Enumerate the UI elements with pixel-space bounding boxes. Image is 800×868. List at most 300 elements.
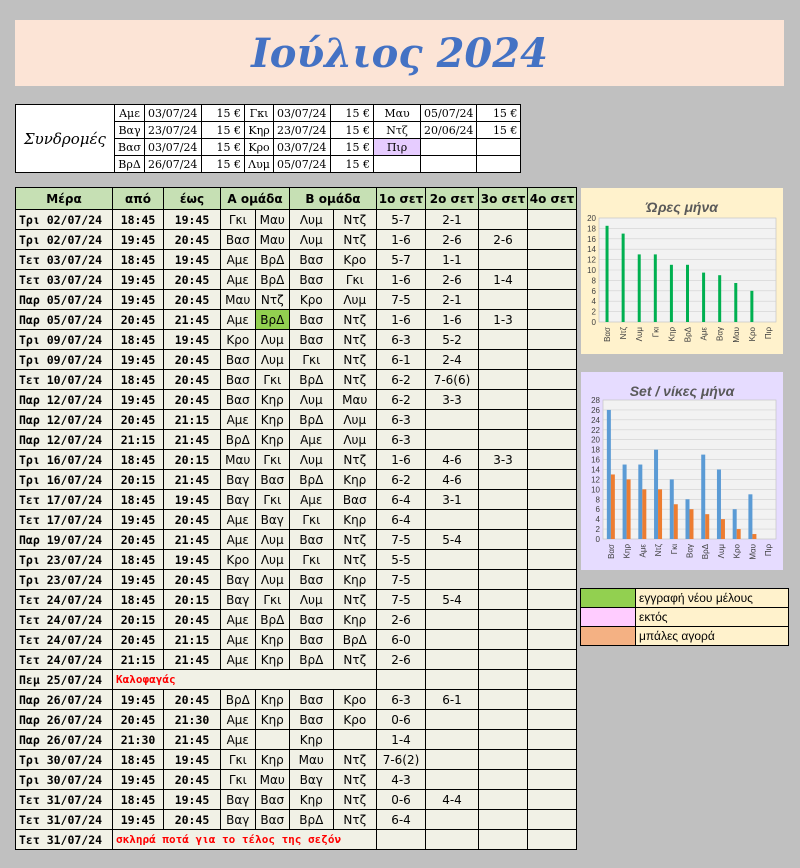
team-b-player-1: Λυμ bbox=[290, 230, 334, 250]
set-3-score bbox=[479, 350, 528, 370]
y-tick-label: 10 bbox=[587, 266, 596, 275]
note-cell: Καλοφαγάς bbox=[113, 670, 377, 690]
match-row bbox=[16, 310, 577, 330]
set-3-score bbox=[479, 490, 528, 510]
day-cell: Παρ 12/07/24 bbox=[16, 410, 113, 430]
set-3-score bbox=[479, 530, 528, 550]
match-row bbox=[16, 550, 577, 570]
title-banner bbox=[15, 20, 784, 86]
team-b-player-2: Ντζ bbox=[333, 550, 377, 570]
start-time: 18:45 bbox=[113, 450, 164, 470]
set-3-score bbox=[479, 710, 528, 730]
team-b-player-1: ΒρΔ bbox=[290, 370, 334, 390]
set-4-score bbox=[528, 430, 577, 450]
match-row bbox=[16, 670, 577, 690]
team-a-player-2: Κηρ bbox=[255, 690, 290, 710]
y-tick-label: 22 bbox=[591, 425, 600, 435]
team-b-player-2: Κρο bbox=[333, 250, 377, 270]
bar bbox=[690, 509, 694, 539]
team-a-player-2: Κηρ bbox=[255, 710, 290, 730]
match-row bbox=[16, 690, 577, 710]
set-1-score: 1-6 bbox=[377, 230, 426, 250]
set-2-score: 2-4 bbox=[426, 350, 479, 370]
start-time: 19:45 bbox=[113, 230, 164, 250]
match-row bbox=[16, 390, 577, 410]
subscription-fee: 15 € bbox=[331, 139, 374, 156]
start-time: 19:45 bbox=[113, 390, 164, 410]
set-4-score bbox=[528, 310, 577, 330]
set-2-score: 5-2 bbox=[426, 330, 479, 350]
set-4-score bbox=[528, 490, 577, 510]
start-time: 20:15 bbox=[113, 610, 164, 630]
set-3-score: 2-6 bbox=[479, 230, 528, 250]
team-a-player-1: Βαγ bbox=[221, 810, 256, 830]
x-tick-label: Λυμ bbox=[635, 327, 645, 342]
x-tick-label: Ντζ bbox=[654, 544, 664, 557]
set-4-score bbox=[528, 370, 577, 390]
team-b-player-2: Ντζ bbox=[333, 530, 377, 550]
empty-cell bbox=[426, 830, 479, 850]
day-cell: Τετ 24/07/24 bbox=[16, 630, 113, 650]
team-a-player-2: Βασ bbox=[255, 790, 290, 810]
bar bbox=[627, 479, 631, 539]
set-1-score: 6-4 bbox=[377, 490, 426, 510]
set-4-score bbox=[528, 630, 577, 650]
team-a-player-1: Αμε bbox=[221, 710, 256, 730]
subscription-row bbox=[16, 105, 521, 122]
team-a-player-2: ΒρΔ bbox=[255, 610, 290, 630]
y-tick-label: 0 bbox=[595, 535, 600, 544]
subscription-fee bbox=[477, 156, 521, 173]
set-2-score: 1-1 bbox=[426, 250, 479, 270]
x-tick-label: Αμε bbox=[699, 327, 709, 341]
set-3-score bbox=[479, 590, 528, 610]
empty-cell bbox=[479, 670, 528, 690]
column-header: 2ο σετ bbox=[426, 188, 479, 210]
team-a-player-1: Γκι bbox=[221, 770, 256, 790]
end-time: 20:45 bbox=[164, 770, 221, 790]
bar bbox=[733, 509, 737, 539]
set-1-score: 6-2 bbox=[377, 470, 426, 490]
bar bbox=[748, 494, 752, 539]
end-time: 19:45 bbox=[164, 210, 221, 230]
set-2-score: 2-6 bbox=[426, 230, 479, 250]
set-4-score bbox=[528, 450, 577, 470]
start-time: 18:45 bbox=[113, 210, 164, 230]
set-2-score: 5-4 bbox=[426, 590, 479, 610]
subscription-fee: 15 € bbox=[202, 156, 245, 173]
team-a-player-2: Βαγ bbox=[255, 510, 290, 530]
bar bbox=[686, 265, 689, 322]
set-1-score: 2-6 bbox=[377, 610, 426, 630]
set-3-score bbox=[479, 790, 528, 810]
team-b-player-2: Κηρ bbox=[333, 470, 377, 490]
match-row bbox=[16, 770, 577, 790]
empty-cell bbox=[377, 830, 426, 850]
end-time: 21:45 bbox=[164, 730, 221, 750]
color-legend bbox=[580, 588, 789, 646]
subscriber-name: Πιρ bbox=[374, 139, 421, 156]
start-time: 21:30 bbox=[113, 730, 164, 750]
team-b-player-2: Κηρ bbox=[333, 610, 377, 630]
match-row bbox=[16, 430, 577, 450]
team-b-player-2: Ντζ bbox=[333, 230, 377, 250]
team-b-player-2: Κρο bbox=[333, 710, 377, 730]
note-cell: σκληρά ποτά για το τέλος της σεζόν bbox=[113, 830, 377, 850]
day-cell: Παρ 05/07/24 bbox=[16, 310, 113, 330]
team-b-player-1: Βασ bbox=[290, 610, 334, 630]
set-4-score bbox=[528, 330, 577, 350]
x-tick-label: Ντζ bbox=[619, 327, 629, 340]
set-2-score bbox=[426, 570, 479, 590]
team-b-player-2: Λυμ bbox=[333, 290, 377, 310]
team-b-player-2: ΒρΔ bbox=[333, 630, 377, 650]
x-tick-label: Βασ bbox=[603, 327, 613, 342]
bar bbox=[705, 514, 709, 539]
start-time: 20:45 bbox=[113, 630, 164, 650]
set-1-score: 7-6(2) bbox=[377, 750, 426, 770]
set-3-score: 3-3 bbox=[479, 450, 528, 470]
set-4-score bbox=[528, 770, 577, 790]
start-time: 18:45 bbox=[113, 550, 164, 570]
team-b-player-1: Γκι bbox=[290, 550, 334, 570]
team-b-player-2: Βασ bbox=[333, 490, 377, 510]
team-b-player-2: Κηρ bbox=[333, 570, 377, 590]
match-row bbox=[16, 370, 577, 390]
subscriber-name bbox=[374, 156, 421, 173]
set-2-score: 6-1 bbox=[426, 690, 479, 710]
match-row bbox=[16, 830, 577, 850]
day-cell: Παρ 05/07/24 bbox=[16, 290, 113, 310]
team-a-player-2: Κηρ bbox=[255, 430, 290, 450]
match-row bbox=[16, 630, 577, 650]
x-tick-label: Βαγ bbox=[715, 327, 725, 341]
team-a-player-2: Γκι bbox=[255, 370, 290, 390]
team-b-player-1: Μαυ bbox=[290, 750, 334, 770]
match-row bbox=[16, 810, 577, 830]
legend-swatch bbox=[581, 608, 636, 627]
end-time: 19:45 bbox=[164, 550, 221, 570]
y-tick-label: 12 bbox=[591, 475, 600, 485]
day-cell: Παρ 19/07/24 bbox=[16, 530, 113, 550]
y-tick-label: 8 bbox=[595, 495, 600, 505]
chart-title: Ώρες μήνα bbox=[646, 199, 718, 215]
subscription-fee: 15 € bbox=[331, 105, 374, 122]
team-b-player-1: Βασ bbox=[290, 330, 334, 350]
y-tick-label: 16 bbox=[591, 455, 600, 465]
day-cell: Τρι 02/07/24 bbox=[16, 230, 113, 250]
end-time: 21:45 bbox=[164, 310, 221, 330]
legend-label: εκτός bbox=[636, 608, 789, 627]
end-time: 21:15 bbox=[164, 410, 221, 430]
team-a-player-2 bbox=[255, 730, 290, 750]
x-tick-label: ΒρΔ bbox=[701, 544, 711, 560]
team-b-player-1: ΒρΔ bbox=[290, 410, 334, 430]
team-b-player-2: Κηρ bbox=[333, 510, 377, 530]
match-row bbox=[16, 490, 577, 510]
bar bbox=[607, 410, 611, 539]
subscriber-name: Αμε bbox=[115, 105, 145, 122]
team-b-player-1: Κρο bbox=[290, 290, 334, 310]
team-b-player-1: Βασ bbox=[290, 310, 334, 330]
start-time: 19:45 bbox=[113, 770, 164, 790]
set-3-score: 1-3 bbox=[479, 310, 528, 330]
set-1-score: 6-4 bbox=[377, 810, 426, 830]
team-a-player-1: Γκι bbox=[221, 750, 256, 770]
set-3-score bbox=[479, 330, 528, 350]
team-a-player-1: Αμε bbox=[221, 510, 256, 530]
set-1-score: 5-7 bbox=[377, 250, 426, 270]
team-a-player-1: Βαγ bbox=[221, 590, 256, 610]
subscriber-name: Βασ bbox=[115, 139, 145, 156]
end-time: 21:45 bbox=[164, 650, 221, 670]
subscription-date: 03/07/24 bbox=[145, 105, 202, 122]
empty-cell bbox=[528, 670, 577, 690]
set-3-score bbox=[479, 570, 528, 590]
subscription-date: 23/07/24 bbox=[274, 122, 331, 139]
bar bbox=[654, 450, 658, 539]
day-cell: Τετ 31/07/24 bbox=[16, 810, 113, 830]
team-a-player-2: Λυμ bbox=[255, 550, 290, 570]
match-row bbox=[16, 230, 577, 250]
team-b-player-2 bbox=[333, 730, 377, 750]
match-row bbox=[16, 590, 577, 610]
column-header: 4ο σετ bbox=[528, 188, 577, 210]
team-b-player-2: Ντζ bbox=[333, 450, 377, 470]
subscription-fee: 15 € bbox=[202, 105, 245, 122]
bar bbox=[718, 275, 721, 322]
team-b-player-1: Βασ bbox=[290, 530, 334, 550]
set-4-score bbox=[528, 390, 577, 410]
x-tick-label: Αμε bbox=[638, 544, 648, 558]
bar bbox=[606, 226, 609, 322]
x-tick-label: Κηρ bbox=[667, 327, 677, 342]
team-a-player-1: Βασ bbox=[221, 390, 256, 410]
team-b-player-2: Ντζ bbox=[333, 590, 377, 610]
bar bbox=[638, 465, 642, 539]
set-1-score: 0-6 bbox=[377, 710, 426, 730]
team-b-player-1: ΒρΔ bbox=[290, 810, 334, 830]
set-3-score bbox=[479, 690, 528, 710]
x-tick-label: Κρο bbox=[732, 544, 742, 559]
set-4-score bbox=[528, 550, 577, 570]
set-4-score bbox=[528, 270, 577, 290]
set-4-score bbox=[528, 350, 577, 370]
team-a-player-1: Βασ bbox=[221, 230, 256, 250]
y-tick-label: 14 bbox=[591, 465, 600, 475]
end-time: 20:45 bbox=[164, 810, 221, 830]
start-time: 18:45 bbox=[113, 750, 164, 770]
start-time: 18:45 bbox=[113, 330, 164, 350]
team-b-player-1: Βασ bbox=[290, 250, 334, 270]
team-a-player-1: Βασ bbox=[221, 370, 256, 390]
team-a-player-2: Λυμ bbox=[255, 570, 290, 590]
team-b-player-1: Κηρ bbox=[290, 730, 334, 750]
team-a-player-1: Αμε bbox=[221, 730, 256, 750]
team-a-player-1: Αμε bbox=[221, 650, 256, 670]
set-2-score bbox=[426, 550, 479, 570]
team-b-player-2: Ντζ bbox=[333, 210, 377, 230]
subscriber-name: ΒρΔ bbox=[115, 156, 145, 173]
set-1-score: 2-6 bbox=[377, 650, 426, 670]
subscription-date bbox=[421, 139, 477, 156]
day-cell: Παρ 12/07/24 bbox=[16, 430, 113, 450]
y-tick-label: 4 bbox=[591, 297, 596, 307]
subscription-date: 26/07/24 bbox=[145, 156, 202, 173]
set-1-score: 1-6 bbox=[377, 310, 426, 330]
team-b-player-1: Βαγ bbox=[290, 770, 334, 790]
bar bbox=[750, 291, 753, 322]
team-a-player-1: Αμε bbox=[221, 310, 256, 330]
set-2-score bbox=[426, 770, 479, 790]
team-a-player-2: Μαυ bbox=[255, 210, 290, 230]
bar bbox=[611, 474, 615, 539]
end-time: 19:45 bbox=[164, 330, 221, 350]
legend-row bbox=[581, 589, 789, 608]
y-tick-label: 26 bbox=[591, 405, 600, 415]
bar bbox=[642, 489, 646, 539]
start-time: 19:45 bbox=[113, 810, 164, 830]
team-a-player-1: Μαυ bbox=[221, 290, 256, 310]
set-4-score bbox=[528, 250, 577, 270]
team-b-player-2: Ντζ bbox=[333, 810, 377, 830]
subscriber-name: Κρο bbox=[245, 139, 274, 156]
team-a-player-2: Βασ bbox=[255, 810, 290, 830]
day-cell: Τετ 24/07/24 bbox=[16, 650, 113, 670]
x-tick-label: ΒρΔ bbox=[683, 327, 693, 343]
bar bbox=[638, 254, 641, 322]
start-time: 20:45 bbox=[113, 710, 164, 730]
start-time: 20:15 bbox=[113, 470, 164, 490]
bar bbox=[721, 519, 725, 539]
team-a-player-1: Βαγ bbox=[221, 790, 256, 810]
team-b-player-1: Βασ bbox=[290, 570, 334, 590]
empty-cell bbox=[528, 830, 577, 850]
bar bbox=[686, 499, 690, 539]
bar bbox=[674, 504, 678, 539]
team-b-player-2: Ντζ bbox=[333, 310, 377, 330]
set-4-score bbox=[528, 590, 577, 610]
end-time: 19:45 bbox=[164, 790, 221, 810]
set-4-score bbox=[528, 210, 577, 230]
set-4-score bbox=[528, 610, 577, 630]
y-tick-label: 14 bbox=[587, 245, 596, 255]
x-tick-label: Μαυ bbox=[731, 327, 741, 343]
subscription-date bbox=[421, 156, 477, 173]
set-1-score: 4-3 bbox=[377, 770, 426, 790]
bar bbox=[734, 283, 737, 322]
bar bbox=[654, 254, 657, 322]
set-2-score: 2-1 bbox=[426, 290, 479, 310]
end-time: 19:45 bbox=[164, 250, 221, 270]
set-2-score: 5-4 bbox=[426, 530, 479, 550]
end-time: 21:45 bbox=[164, 530, 221, 550]
y-tick-label: 2 bbox=[595, 525, 600, 535]
bar bbox=[702, 273, 705, 322]
y-tick-label: 18 bbox=[591, 445, 600, 455]
start-time: 18:45 bbox=[113, 790, 164, 810]
subscription-date: 05/07/24 bbox=[421, 105, 477, 122]
set-3-score bbox=[479, 410, 528, 430]
end-time: 20:45 bbox=[164, 390, 221, 410]
subscription-fee: 15 € bbox=[331, 122, 374, 139]
set-1-score: 6-3 bbox=[377, 410, 426, 430]
y-tick-label: 4 bbox=[595, 515, 600, 525]
set-4-score bbox=[528, 750, 577, 770]
team-a-player-2: Μαυ bbox=[255, 230, 290, 250]
set-1-score: 6-2 bbox=[377, 390, 426, 410]
set-3-score bbox=[479, 610, 528, 630]
subscriber-name: Γκι bbox=[245, 105, 274, 122]
team-b-player-2: Ντζ bbox=[333, 770, 377, 790]
end-time: 21:15 bbox=[164, 630, 221, 650]
set-2-score: 3-3 bbox=[426, 390, 479, 410]
x-tick-label: Βασ bbox=[606, 544, 616, 559]
set-3-score bbox=[479, 770, 528, 790]
subscription-date: 23/07/24 bbox=[145, 122, 202, 139]
subscriber-name: Μαυ bbox=[374, 105, 421, 122]
set-2-score bbox=[426, 730, 479, 750]
set-3-score bbox=[479, 550, 528, 570]
set-1-score: 6-3 bbox=[377, 690, 426, 710]
subscription-fee: 15 € bbox=[477, 105, 521, 122]
set-2-score: 4-4 bbox=[426, 790, 479, 810]
team-b-player-2: Μαυ bbox=[333, 390, 377, 410]
set-1-score: 1-6 bbox=[377, 270, 426, 290]
set-1-score: 0-6 bbox=[377, 790, 426, 810]
subscriptions-label: Συνδρομές bbox=[16, 105, 115, 173]
x-tick-label: Μαυ bbox=[748, 544, 758, 560]
end-time: 21:45 bbox=[164, 470, 221, 490]
day-cell: Τρι 23/07/24 bbox=[16, 550, 113, 570]
y-tick-label: 12 bbox=[587, 255, 596, 265]
subscription-fee bbox=[477, 139, 521, 156]
bar bbox=[658, 489, 662, 539]
match-row bbox=[16, 730, 577, 750]
team-b-player-2: Κρο bbox=[333, 690, 377, 710]
match-row bbox=[16, 350, 577, 370]
team-b-player-1: Βασ bbox=[290, 270, 334, 290]
page-title: Ιούλιος 2024 bbox=[251, 29, 548, 77]
subscriptions-table bbox=[15, 104, 521, 173]
x-tick-label: Βαγ bbox=[685, 544, 695, 558]
team-a-player-2: Κηρ bbox=[255, 390, 290, 410]
set-3-score bbox=[479, 290, 528, 310]
team-a-player-1: Αμε bbox=[221, 610, 256, 630]
end-time: 19:45 bbox=[164, 490, 221, 510]
set-4-score bbox=[528, 410, 577, 430]
y-tick-label: 10 bbox=[591, 485, 600, 495]
subscription-date: 03/07/24 bbox=[274, 139, 331, 156]
set-4-score bbox=[528, 790, 577, 810]
team-a-player-2: Γκι bbox=[255, 490, 290, 510]
day-cell: Τετ 24/07/24 bbox=[16, 590, 113, 610]
end-time: 21:45 bbox=[164, 430, 221, 450]
set-3-score bbox=[479, 250, 528, 270]
team-a-player-2: Γκι bbox=[255, 450, 290, 470]
team-a-player-1: Βαγ bbox=[221, 570, 256, 590]
start-time: 19:45 bbox=[113, 570, 164, 590]
y-tick-label: 28 bbox=[591, 396, 600, 405]
team-b-player-1: Αμε bbox=[290, 490, 334, 510]
day-cell: Τρι 02/07/24 bbox=[16, 210, 113, 230]
team-a-player-1: Αμε bbox=[221, 630, 256, 650]
team-a-player-1: Μαυ bbox=[221, 450, 256, 470]
day-cell: Τετ 03/07/24 bbox=[16, 250, 113, 270]
set-1-score: 6-3 bbox=[377, 330, 426, 350]
set-3-score bbox=[479, 370, 528, 390]
team-b-player-1: Κηρ bbox=[290, 790, 334, 810]
